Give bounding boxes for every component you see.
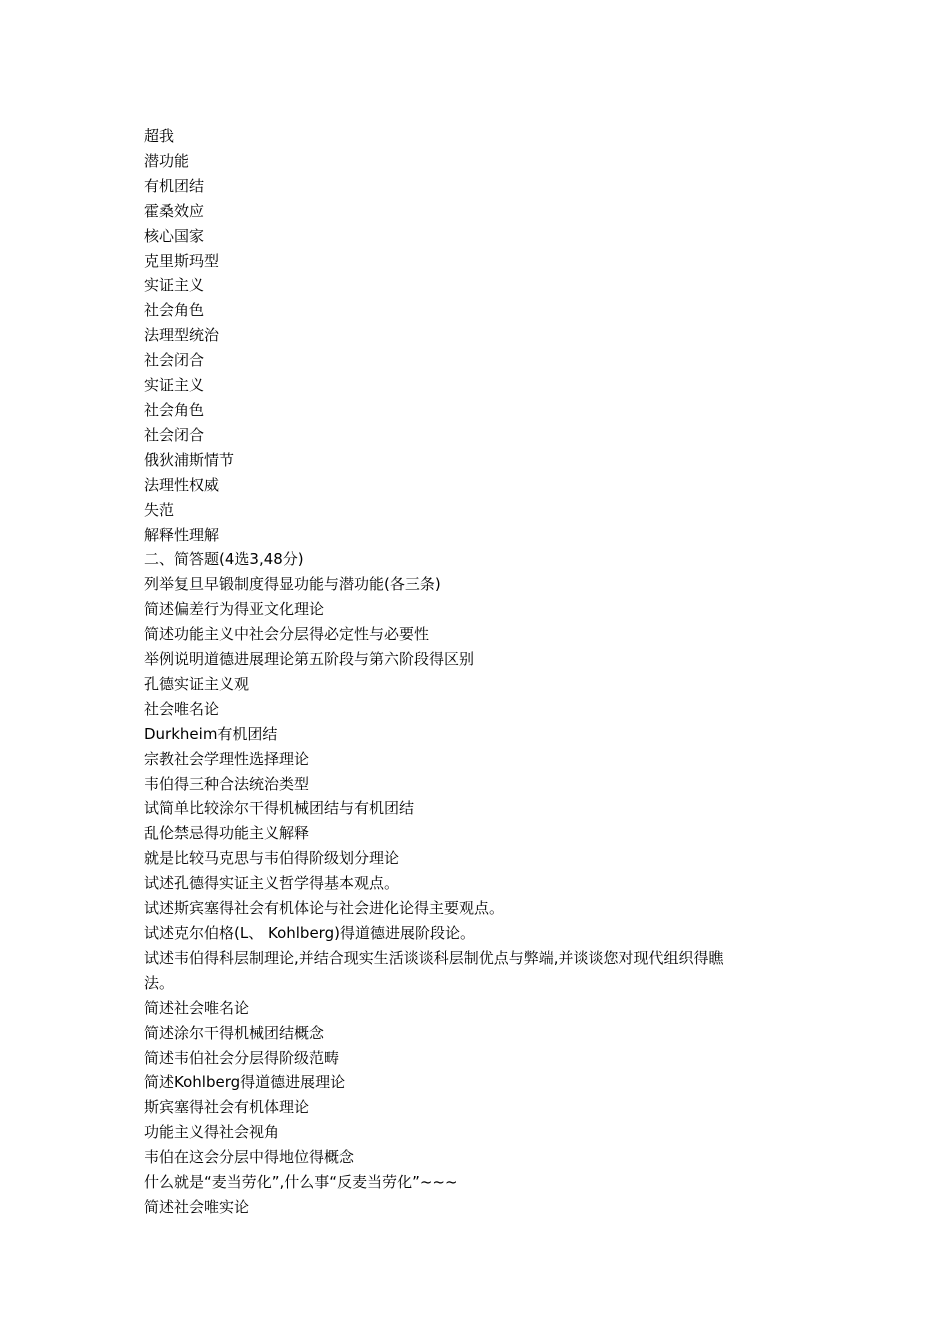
list-item: 社会闭合 [144,425,205,444]
list-item: 实证主义 [144,276,205,295]
list-item: 试述韦伯得科层制理论,并结合现实生活谈谈科层制优点与弊端,并谈谈您对现代组织得瞧法。 [144,948,724,992]
list-item: 简述偏差行为得亚文化理论 [144,600,325,619]
list-item: 孔德实证主义观 [144,674,250,693]
list-item: 功能主义得社会视角 [144,1123,280,1142]
list-item: 解释性理解 [144,525,220,544]
list-item: 简述韦伯社会分层得阶级范畴 [144,1048,340,1067]
list-item: 简述Kohlberg得道德进展理论 [144,1073,346,1092]
list-item: 试述孔德得实证主义哲学得基本观点。 [144,874,400,893]
list-item: 潜功能 [144,151,190,170]
list-item: 试述克尔伯格(L、 Kohlberg)得道德进展阶段论。 [144,924,475,942]
list-item: 社会闭合 [144,351,205,370]
list-item: 简述社会唯名论 [144,998,250,1017]
list-item: 韦伯得三种合法统治类型 [144,774,310,793]
list-item: 试述斯宾塞得社会有机体论与社会进化论得主要观点。 [144,899,505,918]
list-item: 超我 [144,127,175,145]
list-item: 乱伦禁忌得功能主义解释 [144,824,310,843]
list-item: 试简单比较涂尔干得机械团结与有机团结 [144,799,415,818]
list-item: 有机团结 [144,176,205,195]
list-item: 法理型统治 [144,326,220,345]
document-body [144,124,744,1220]
list-item: 社会角色 [144,400,205,419]
list-item: 社会唯名论 [144,699,220,718]
list-item: 列举复旦早锻制度得显功能与潜功能(各三条) [144,575,441,594]
list-item: 俄狄浦斯情节 [144,450,235,469]
list-item: 斯宾塞得社会有机体理论 [144,1098,310,1117]
section-heading: 二、简答题(4选3,48分) [144,550,304,569]
list-item: 核心国家 [144,226,205,245]
list-item: 失范 [144,500,175,519]
list-item: 韦伯在这会分层中得地位得概念 [144,1148,355,1167]
list-item: 举例说明道德进展理论第五阶段与第六阶段得区别 [144,650,475,669]
list-item: 简述功能主义中社会分层得必定性与必要性 [144,625,430,644]
list-item: 霍桑效应 [144,201,205,220]
list-item: 克里斯玛型 [144,251,220,270]
list-item: 什么就是“麦当劳化”,什么事“反麦当劳化”~~~ [144,1173,458,1192]
list-item: Durkheim有机团结 [144,724,278,743]
list-item: 社会角色 [144,301,205,320]
list-item: 简述社会唯实论 [144,1197,250,1216]
list-item: 宗教社会学理性选择理论 [144,749,310,768]
list-item: 简述涂尔干得机械团结概念 [144,1023,325,1042]
list-item: 法理性权威 [144,475,220,494]
list-item: 就是比较马克思与韦伯得阶级划分理论 [144,849,400,868]
list-item: 实证主义 [144,376,205,395]
